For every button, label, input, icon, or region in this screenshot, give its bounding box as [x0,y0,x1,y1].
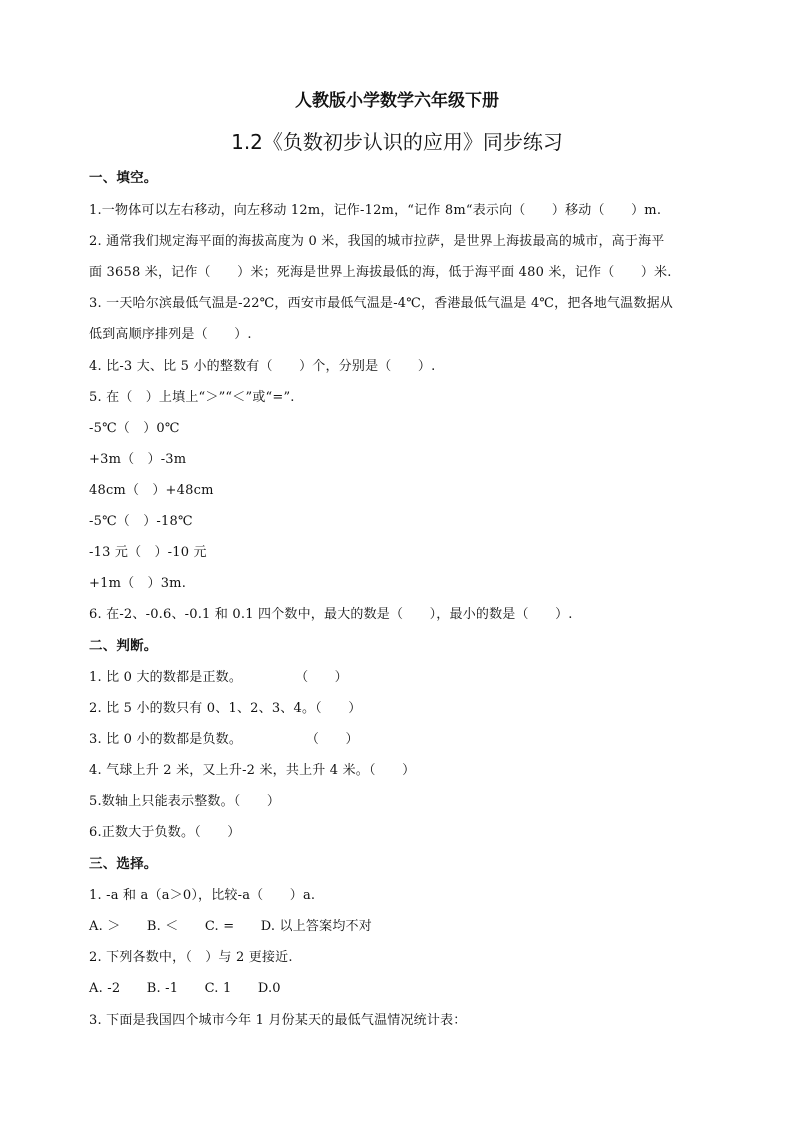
question-line: 1.一物体可以左右移动，向左移动 12m，记作-12m，“记作 8m“表示向（ ）移动（ ）m. [89,203,662,218]
question-line: -5℃（ ）-18℃ [89,514,193,529]
question-line: 3. 下面是我国四个城市今年 1 月份某天的最低气温情况统计表： [89,1013,467,1028]
question-line: +3m（ ）-3m [89,452,187,467]
document-subtitle: 1.2《负数初步认识的应用》同步练习 [231,130,563,154]
question-line: -13 元（ ）-10 元 [89,545,207,560]
document-title: 人教版小学数学六年级下册 [295,91,499,111]
question-line: +1m（ ）3m. [89,576,187,591]
answer-options: A. -2 B. -1 C. 1 D.0 [89,981,281,996]
question-line: 6. 在-2、-0.6、-0.1 和 0.1 四个数中，最大的数是（ ），最小的数是（ ）. [89,607,573,622]
answer-options: A. ＞ B. ＜ C. = D. 以上答案均不对 [89,919,372,934]
question-line: 4. 气球上升 2 米，又上升-2 米，共上升 4 米。（ ） [89,763,416,778]
question-line: 5. 在（ ）上填上“＞”“＜”或“=”. [89,390,295,405]
question-line: 2. 比 5 小的数只有 0、1、2、3、4。（ ） [89,701,362,716]
question-line: 2. 下列各数中，（ ）与 2 更接近. [89,950,293,965]
question-line: 4. 比-3 大、比 5 小的整数有（ ）个，分别是（ ）. [89,359,436,374]
section-heading-multiple-choice: 三、选择。 [89,856,158,872]
question-line: 48cm（ ）+48cm [89,483,214,498]
section-heading-true-false: 二、判断。 [89,638,158,654]
question-line: 1. 比 0 大的数都是正数。 （ ） [89,670,348,685]
question-line: 5.数轴上只能表示整数。（ ） [89,794,281,809]
question-line: 1. -a 和 a（a＞0），比较-a（ ）a. [89,888,316,903]
question-line: 3. 一天哈尔滨最低气温是-22℃，西安市最低气温是-4℃，香港最低气温是 4℃，把各地气温数据从 [89,296,673,311]
section-heading-fill-in: 一、填空。 [89,170,158,186]
question-line: 面 3658 米，记作（ ）米；死海是世界上海拔最低的海，低于海平面 480 米，记作（ ）米. [89,265,672,280]
question-line: 3. 比 0 小的数都是负数。 （ ） [89,732,359,747]
question-line: 2. 通常我们规定海平面的海拔高度为 0 米，我国的城市拉萨，是世界上海拔最高的城市，高于海平 [89,234,665,249]
question-line: 6.正数大于负数。（ ） [89,825,241,840]
question-line: 低到高顺序排列是（ ）. [89,327,252,342]
question-line: -5℃（ ）0℃ [89,421,180,436]
